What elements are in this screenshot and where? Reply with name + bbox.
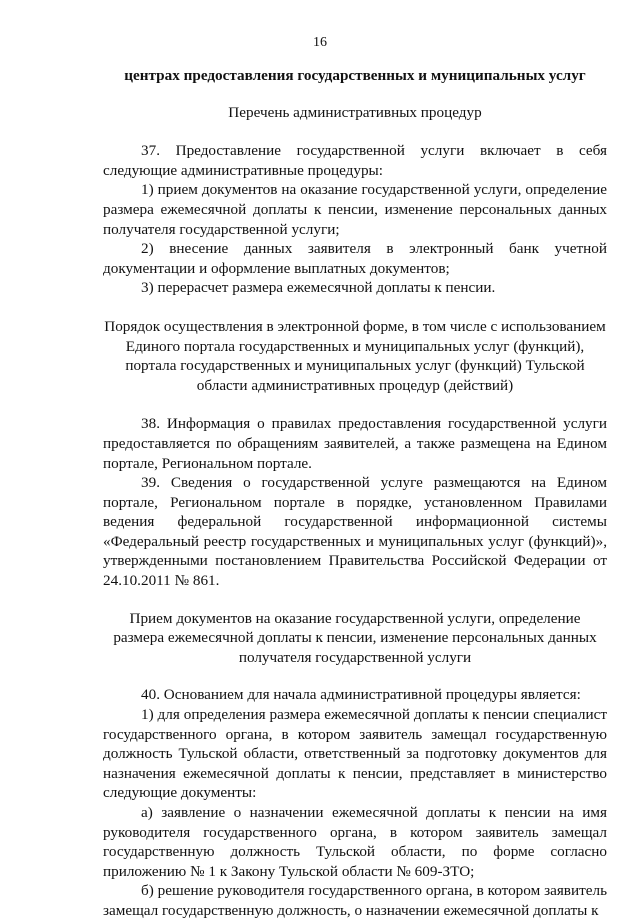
heading-electronic-form: Порядок осуществления в электронной форме, в том числе с использованием Единого портала государственных и муниципальных услуг (функций), портала государственных и муниципальных услуг (функций) Тульской области административных процедур (действий) (104, 317, 606, 394)
section-title-continuation: центрах предоставления государственных и муниципальных услуг (124, 67, 586, 84)
paragraph-37-item-3: 3) перерасчет размера ежемесячной доплаты к пенсии. (141, 279, 496, 297)
paragraph-40-item-1a: а) заявление о назначении ежемесячной доплаты к пенсии на имя руководителя государственного органа, в котором заявитель замещал государственную должность Тульской области, по форме согласно приложению № 1 к Закону Тульской области № 609-ЗТО; (103, 804, 607, 880)
document-body (103, 66, 607, 921)
heading-document-reception: Прием документов на оказание государственной услуги, определение размера ежемесячной доплаты к пенсии, изменение персональных данных получателя государственной услуги (113, 609, 597, 666)
paragraph-39: 39. Сведения о государственной услуге размещаются на Едином портале, Региональном портале в порядке, установленном Правилами ведения федеральной государственной информационной системы «Федеральный реестр государственных и муниципальных услуг (функций)», утвержденными постановлением Правительства Российской Федерации от 24.10.2011 № 861. (103, 474, 607, 590)
page-number: 16 (313, 35, 327, 50)
paragraph-37-item-2: 2) внесение данных заявителя в электронный банк учетной документации и оформление выплатных документов; (103, 240, 607, 277)
paragraph-37: 37. Предоставление государственной услуги включает в себя следующие административные процедуры: (103, 142, 607, 179)
paragraph-40-item-1b: б) решение руководителя государственного органа, в котором заявитель замещал государственную должность, о назначении ежемесячной доплаты к (103, 882, 607, 919)
paragraph-37-item-1: 1) прием документов на оказание государственной услуги, определение размера ежемесячной доплаты к пенсии, изменение персональных данных получателя государственной услуги; (103, 181, 607, 238)
paragraph-40: 40. Основанием для начала административной процедуры является: (141, 686, 581, 704)
paragraph-40-item-1: 1) для определения размера ежемесячной доплаты к пенсии специалист государственного органа, в котором заявитель замещал государственную должность Тульской области, ответственный за подготовку документов для назначения ежемесячной доплаты к пенсии, представляет в министерство следующие документы: (103, 706, 607, 802)
paragraph-38: 38. Информация о правилах предоставления государственной услуги предоставляется по обращениям заявителей, а также размещена на Едином портале, Региональном портале. (103, 415, 607, 472)
heading-procedures-list: Перечень административных процедур (228, 103, 482, 121)
